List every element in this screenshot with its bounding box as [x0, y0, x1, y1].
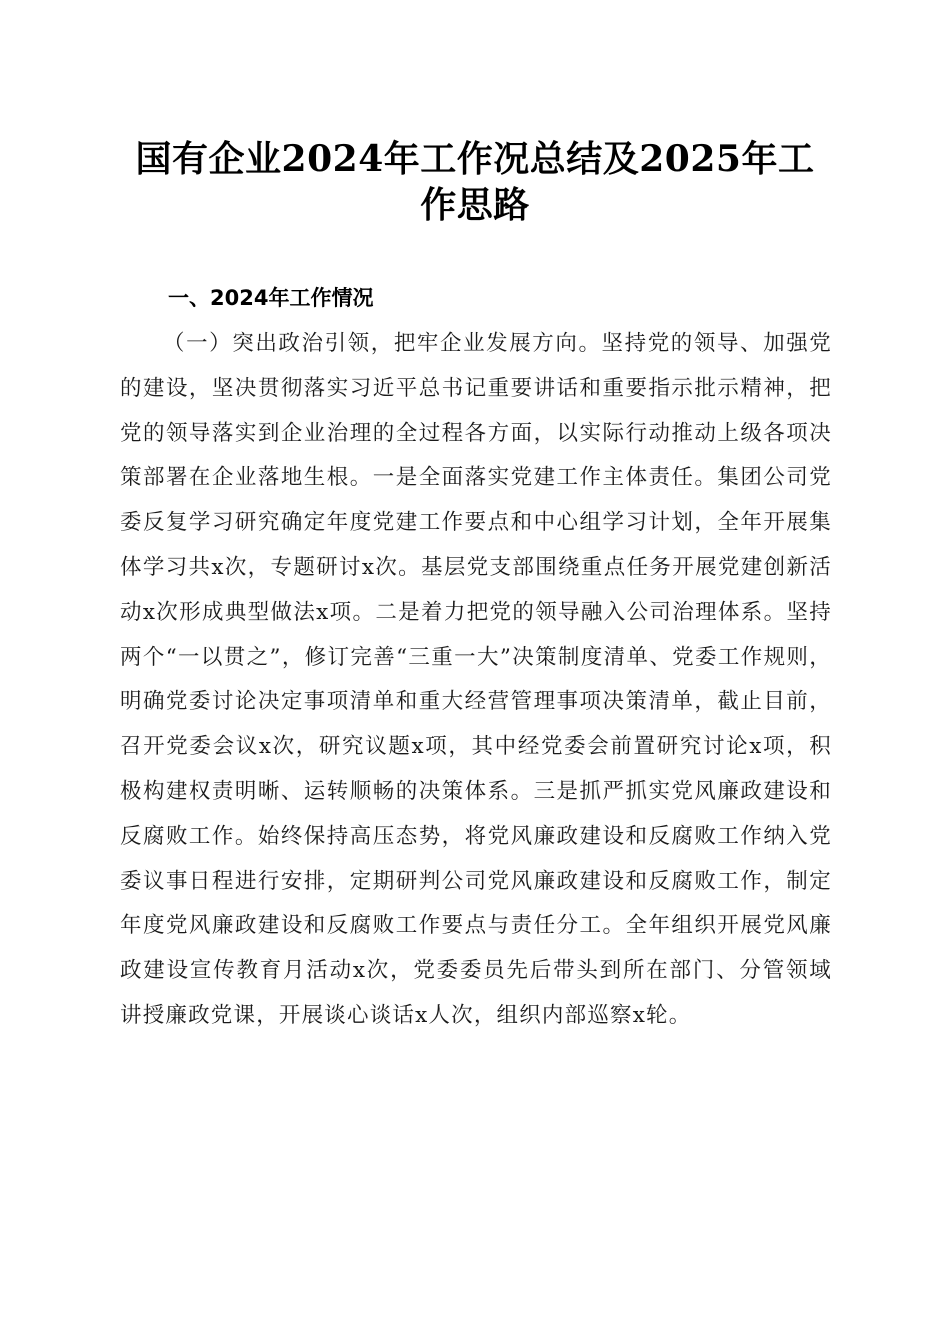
document-title: 国有企业2024年工作况总结及2025年工作思路 — [135, 138, 815, 226]
body-paragraph: （一）突出政治引领，把牢企业发展方向。坚持党的领导、加强党的建设，坚决贯彻落实习近平总书记重要讲话和重要指示批示精神，把党的领导落实到企业治理的全过程各方面，以实际行动推动上级各项决策部署在企业落地生根。一是全面落实党建工作主体责任。集团公司党委反复学习研究确定年度党建工作要点和中心组学习计划，全年开展集体学习共x次，专题研讨x次。基层党支部围绕重点任务开展党建创新活动x次形成典型做法x项。二是着力把党的领导融入公司治理体系。坚持两个“一以贯之”，修订完善“三重一大”决策制度清单、党委工作规则，明确党委讨论决定事项清单和重大经营管理事项决策清单，截止目前，召开党委会议x次，研究议题x项，其中经党委会前置研究讨论x项，积极构建权责明晰、运转顺畅的决策体系。三是抓严抓实党风廉政建设和反腐败工作。始终保持高压态势，将党风廉政建设和反腐败工作纳入党委议事日程进行安排，定期研判公司党风廉政建设和反腐败工作，制定年度党风廉政建设和反腐败工作要点与责任分工。全年组织开展党风廉政建设宣传教育月活动x次，党委委员先后带头到所在部门、分管领域讲授廉政党课，开展谈心谈话x人次，组织内部巡察x轮。 — [120, 331, 832, 1028]
section-heading: 一、2024年工作情况 — [168, 286, 374, 310]
